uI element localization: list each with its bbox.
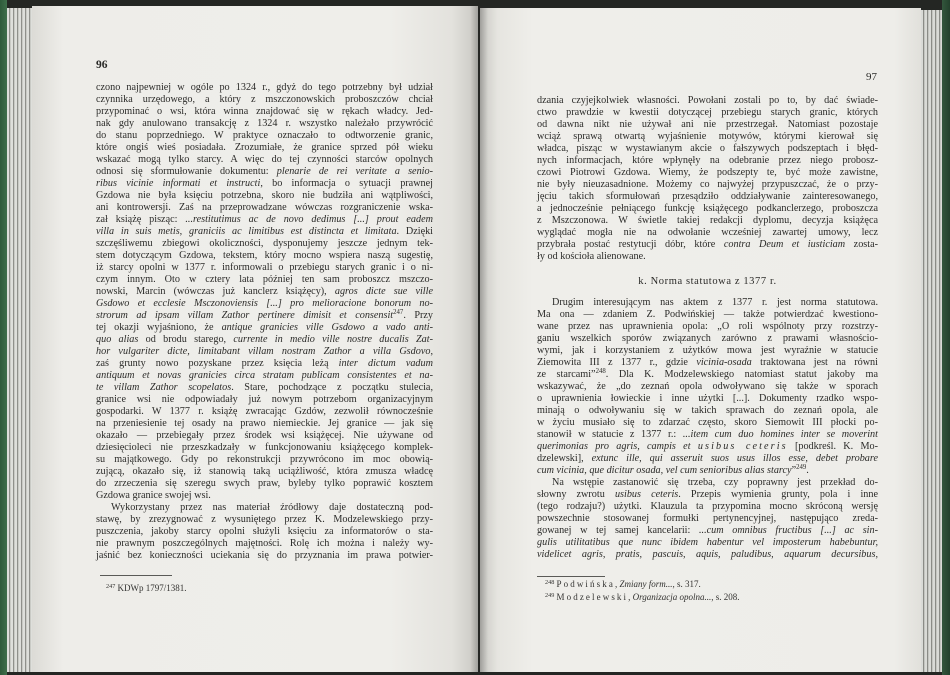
text-run: ,	[430, 346, 433, 357]
line-content	[537, 227, 878, 239]
line-content	[537, 513, 878, 525]
line-content	[96, 298, 433, 310]
line-content	[96, 286, 433, 298]
spaced-text: Modzelewski	[556, 592, 629, 602]
text-line	[96, 526, 433, 538]
line-content	[537, 369, 878, 381]
text-run: stawę, by zrezygnować z wysuniętego przez K. Modzelewskiego przy-	[96, 514, 433, 525]
text-run: tej okazji wyjaśniono, że	[96, 322, 222, 333]
text-run: czono najpewniej w ogóle po 1324 r., gdyż do tego potrzebny był udział	[96, 82, 433, 93]
italic-latin-text: cum vicinia, que dicitur osada, vel cum senioribus alias starcy	[537, 465, 792, 476]
text-run: , bo informacja o sytuacji prawnej	[260, 178, 434, 189]
text-line	[96, 346, 433, 358]
text-line	[537, 417, 878, 429]
text-run: granice wsi nie odpowiadały już nowym potrzebom organizacyjnym	[96, 394, 433, 405]
line-content	[537, 309, 878, 321]
right-page-footnotes	[545, 578, 875, 604]
scan-background-left-edge	[0, 0, 7, 675]
page-number-left: 96	[96, 59, 108, 71]
page-number-right: 97	[866, 71, 877, 83]
right-page-section-text	[537, 297, 878, 561]
line-content	[96, 106, 433, 118]
right-page-body-text	[537, 95, 878, 263]
text-run: nych informacjach, które wpłynęły na odebranie przez niego probosz-	[537, 155, 878, 166]
italic-latin-text: strorum ad ipsam villam Zathor pertinere dimisit et consensit	[96, 310, 394, 321]
line-content	[537, 417, 878, 429]
line-content	[537, 203, 878, 215]
text-run: czynnika urzędowego, a który z mszczonowskich proboszczów chciał	[96, 94, 433, 105]
text-line	[96, 442, 433, 454]
italic-latin-text: vicinia-osada	[696, 357, 752, 368]
line-content	[537, 525, 878, 537]
text-line	[537, 525, 878, 537]
italic-latin-text: antique granicies ville Gsdowo a vado anti-	[221, 322, 433, 333]
text-line	[96, 382, 433, 394]
line-content	[537, 191, 878, 203]
line-content	[111, 502, 433, 514]
line-content	[537, 333, 878, 345]
footnote-ref: 249	[545, 592, 555, 599]
italic-latin-text: te villam Zathor scopelatos	[96, 382, 232, 393]
text-line	[537, 321, 878, 333]
text-run: iż starcy opolni w 1377 r. informowali o przebiegu starych granic i o ni-	[96, 262, 433, 273]
line-content	[537, 179, 878, 191]
text-line	[537, 477, 878, 489]
text-run: ,	[614, 579, 620, 589]
text-line	[545, 591, 875, 604]
text-run: wymi, jak i korzystaniem z użytków mowa jest wyraźnie w statucie	[537, 345, 878, 356]
text-line	[96, 166, 433, 178]
text-line	[96, 418, 433, 430]
text-run: szczęśliwemu zbiegowi okoliczności, dysponujemy jeszcze jednym tek-	[96, 238, 433, 249]
text-line	[96, 538, 433, 550]
text-run: nie prawnym poszczególnych majętności. Rolę ich można i należy wy-	[96, 538, 433, 549]
line-content	[537, 465, 809, 477]
line-content	[106, 582, 187, 594]
text-run: jaśnić bez konieczności uciekania się do przyznania im prawa potwier-	[96, 550, 433, 561]
line-content	[96, 214, 433, 226]
spaced-text: Podwińska	[556, 579, 615, 589]
text-line	[537, 429, 878, 441]
italic-latin-text: ...item cum duo homines inter se moverint	[682, 429, 878, 440]
text-run: wskazać mogą tylko starcy. A więc do tej czynności starców opolnych	[96, 154, 433, 165]
text-run: nowski, Marcin (wówczas już kanclerz książęcy),	[96, 286, 335, 297]
text-run: słowny zwrotu	[537, 489, 615, 500]
text-line	[96, 514, 433, 526]
text-run: powszechnie stosowanej formułki pertynencyjnej, następująco zreda-	[537, 513, 878, 524]
text-run: Na wstępie zastanowić się trzeba, czy poprawny jest przekład do-	[552, 477, 878, 488]
footnote-ref: 248	[595, 368, 606, 375]
text-run: nie były nieuzasadnione. Możemy co najwyżej przypuszczać, że o przy-	[537, 179, 878, 190]
italic-latin-text: Gsdowo et ecclesie Msczonoviensis [...] pro melioracione bonorum no-	[96, 298, 433, 309]
right-page-stack-edges	[921, 10, 942, 672]
text-line	[537, 441, 878, 453]
text-run: . Stare, pochodzące z początku stulecia,	[231, 382, 433, 393]
text-line	[537, 489, 878, 501]
line-content	[96, 94, 433, 106]
line-content	[96, 346, 433, 358]
text-line	[537, 405, 878, 417]
text-run: dziesięcioleci nie przeszkadzały w funkcjonowaniu książęcego komplek-	[96, 442, 433, 453]
line-content	[537, 357, 878, 369]
text-line	[96, 202, 433, 214]
left-page-footnotes	[106, 582, 426, 594]
text-line	[96, 358, 433, 370]
line-content	[96, 130, 433, 142]
left-page-stack-edges	[7, 8, 33, 672]
text-run: ze starcami”	[537, 369, 596, 380]
text-run: Wykorzystany przez nas materiał źródłowy daje dostateczną pod-	[111, 502, 433, 513]
text-run: od dawna nikt nie używał ani nie przestrzegał. Natomiast pozostaje	[537, 119, 878, 130]
text-line	[537, 537, 878, 549]
text-line	[537, 333, 878, 345]
line-content	[96, 526, 433, 538]
text-run: (tego rodzaju?) użytki. Klauzula ta przypomina mocno skróconą wersję	[537, 501, 878, 512]
text-run: zał książę pisząc:	[96, 214, 186, 225]
text-run: czowi Piotrowi Gzdowa. Wiemy, że podszepty te, być może zawistne,	[537, 167, 878, 178]
line-content	[96, 454, 433, 466]
text-line	[537, 369, 878, 381]
text-line	[96, 490, 433, 502]
text-line	[96, 454, 433, 466]
text-run: stanowił w statucie z 1377 r.:	[537, 429, 683, 440]
text-run: Gzdowa nie była księciu potrzebna, skoro nie budziła ani wątpliwości,	[96, 190, 433, 201]
text-run: ganiu wszelkich sporów związanych zarówno z prawami własnościo-	[537, 333, 878, 344]
line-content	[537, 405, 878, 417]
text-line	[106, 582, 426, 594]
text-run: [podkreśl. K. Mo-	[787, 441, 878, 452]
line-content	[96, 178, 433, 190]
text-line	[96, 130, 433, 142]
text-run: Ziemowita III z 1377 r., gdzie	[537, 357, 697, 368]
italic-latin-text: extunc ille, qui asseruit suos usus illos esse, debet probare	[591, 453, 878, 464]
line-content	[537, 321, 878, 333]
text-line	[96, 286, 433, 298]
italic-latin-text: plenarie de rei veritate a senio-	[276, 166, 433, 177]
text-line	[537, 239, 878, 251]
text-line	[96, 178, 433, 190]
text-line	[96, 82, 433, 94]
text-line	[96, 502, 433, 514]
text-line	[537, 549, 878, 561]
text-line	[96, 478, 433, 490]
footnote-separator-right	[537, 576, 605, 577]
text-line	[96, 154, 433, 166]
book-gutter-shadow	[470, 6, 488, 672]
footnote-ref: 247	[106, 583, 116, 590]
text-run: ”	[791, 465, 797, 476]
text-run: Gzdowa granice swojej wsi.	[96, 490, 211, 501]
line-content	[96, 238, 433, 250]
text-run: ani kontrowersji. Zaś na przeprowadzane wówczas rozgraniczenie wska-	[96, 202, 433, 213]
italic-latin-text: Zmiany form...	[619, 579, 673, 589]
line-content	[96, 274, 433, 286]
text-line	[96, 274, 433, 286]
line-content	[96, 334, 433, 346]
footnote-ref: 247	[393, 309, 404, 316]
italic-latin-text: currente in medio ville nostre ducalis Zat-	[233, 334, 433, 345]
line-content	[96, 394, 433, 406]
text-run: su majątkowego. Gdy po rekonstrukcji przywrócono im moc obowią-	[96, 454, 433, 465]
line-content	[96, 430, 433, 442]
text-line	[537, 513, 878, 525]
text-run: dzania czyjejkolwiek własności. Powołani zostali po to, by dać świade-	[537, 95, 878, 106]
text-line	[96, 190, 433, 202]
text-line	[96, 406, 433, 418]
text-line	[537, 143, 878, 155]
text-line	[537, 107, 878, 119]
footnote-ref: 248	[545, 579, 555, 586]
text-line	[96, 430, 433, 442]
footnote-separator-left	[100, 575, 172, 576]
line-content	[96, 190, 433, 202]
text-run: w życiu musiało się to zdarzać często, skoro Siemowit III płocki po-	[537, 417, 878, 428]
italic-latin-text: contra Deum et iusticiam	[723, 239, 846, 250]
line-content	[96, 166, 433, 178]
line-content	[96, 370, 433, 382]
italic-latin-text: usibus ceteris	[614, 489, 679, 500]
text-run: puszczenia, jakoby starcy opolni służyli księciu za informatorów o sta-	[96, 526, 433, 537]
text-run: KDWp 1797/1381.	[115, 583, 187, 593]
line-content	[537, 215, 878, 227]
line-content	[552, 297, 878, 309]
text-run: czym innym. Oto w cztery lata później ten sam proboszcz mszczo-	[96, 274, 433, 285]
text-line	[537, 215, 878, 227]
line-content	[96, 322, 433, 334]
text-run: , s. 208.	[711, 592, 740, 602]
text-run: traktowana jest na równi	[751, 357, 878, 368]
line-content	[537, 537, 878, 549]
text-line	[96, 226, 433, 238]
text-run: . Dla K. Modzelewskiego natomiast statut jakoby ma	[605, 369, 878, 380]
text-run: stem dotyczącym Gzdowa, tekstem, który mocno wspiera naszą sugestię,	[96, 250, 433, 261]
text-line	[96, 334, 433, 346]
line-content	[537, 501, 878, 513]
text-run: okazało — przebiegały przez środek wsi książęcej. Nie używane od	[96, 430, 433, 441]
line-content	[96, 550, 433, 562]
text-line	[537, 227, 878, 239]
text-line	[537, 131, 878, 143]
text-run: które ongiś wieś posiadała. Zrozumiałe, że granice sprzed pół wieku	[96, 142, 433, 153]
footnote-ref: 249	[796, 464, 807, 471]
text-line	[96, 238, 433, 250]
line-content	[96, 142, 433, 154]
text-line	[96, 262, 433, 274]
text-line	[537, 345, 878, 357]
text-run: na przeniesienie tej osady na prawo niemieckie. Jej granice — jak się	[96, 418, 433, 429]
line-content	[545, 578, 701, 591]
line-content	[96, 478, 433, 490]
text-run: ,	[628, 592, 633, 602]
text-run: przypominać o wsi, która winna znajdować się w rękach władcy. Jed-	[96, 106, 433, 117]
line-content	[96, 382, 433, 394]
line-content	[537, 131, 878, 143]
text-run: zaś grunty nowo pozyskane przez księcia leżą	[96, 358, 339, 369]
text-run: minają o odwoływaniu się w takich sprawach do zeznań opola, ale	[537, 405, 878, 416]
italic-latin-text: hor vulgariter dicte, limitabant villam nostram Zathor a villa Gsdovo	[96, 346, 431, 357]
text-line	[545, 578, 875, 591]
text-run: gospodarki. W 1377 r. książę zwracając Gzdów, zezwolił równocześnie	[96, 406, 433, 417]
text-run: zosta-	[845, 239, 878, 250]
text-run: wciąż sprawą otwartą wyjaśnienie motywów, którymi kierował się	[537, 131, 878, 142]
text-line	[537, 357, 878, 369]
section-heading: k. Norma statutowa z 1377 r.	[638, 276, 777, 287]
text-line	[537, 95, 878, 107]
text-run: do zrzeczenia się szeregu swych praw, byleby tylko poprawić kosztem	[96, 478, 433, 489]
text-run: wane przez nas uprawnienia opola: „O roli wspólnoty przy rozstrzy-	[537, 321, 878, 332]
line-content	[537, 143, 878, 155]
line-content	[537, 119, 878, 131]
line-content	[96, 202, 433, 214]
text-run: . Dzięki	[396, 226, 434, 237]
line-content	[96, 466, 433, 478]
italic-latin-text: querimonias pro agris, campis et	[537, 441, 698, 452]
text-run: dzelewski],	[537, 453, 592, 464]
italic-latin-text: gulis utilitatibus que nunc ibidem habentur vel imposterum habebuntur,	[537, 537, 878, 548]
text-line	[537, 453, 878, 465]
text-line	[537, 465, 878, 477]
line-content	[537, 107, 878, 119]
text-run: . Przepis wymienia grunty, pola i inne	[678, 489, 878, 500]
text-line	[537, 119, 878, 131]
text-line	[537, 381, 878, 393]
text-line	[96, 250, 433, 262]
line-content	[96, 538, 433, 550]
line-content	[537, 345, 878, 357]
text-line	[96, 310, 433, 322]
italic-latin-text: villa in suis metis, graniciis ac limitibus est distincta et limitata	[96, 226, 397, 237]
text-line	[96, 550, 433, 562]
text-run: zującą, okazało się, iż stanowią taką uciążliwość, która zmusza władcę	[96, 466, 433, 477]
line-content	[537, 167, 878, 179]
line-content	[537, 441, 878, 453]
text-run: do stanu poprzedniego. W praktyce oznaczało to odtworzenie granic,	[96, 130, 433, 141]
line-content	[537, 95, 878, 107]
text-line	[537, 251, 878, 263]
text-run: Drugim interesującym nas aktem z 1377 r. jest norma statutowa.	[552, 297, 878, 308]
italic-latin-text: videlicet agris, pratis, pascuis, aquis, paludibus, aquarum decursibus,	[537, 549, 878, 560]
text-line	[537, 179, 878, 191]
text-run: odnosi się sformułowanie dokumentu:	[96, 166, 277, 177]
line-content	[96, 358, 433, 370]
left-page-body-text	[96, 82, 433, 562]
text-line	[537, 191, 878, 203]
italic-latin-text: agros dicte sue ville	[334, 286, 433, 297]
text-line	[96, 214, 433, 226]
line-content	[96, 154, 433, 166]
line-content	[537, 393, 878, 405]
text-line	[96, 142, 433, 154]
text-run: Ma ona — zdaniem Z. Podwińskiej — także potwierdzać kwestiono-	[537, 309, 878, 320]
line-content	[537, 381, 878, 393]
line-content	[545, 591, 740, 604]
italic-latin-text: ...restitutimus ac de novo dedimus [...] prout eadem	[185, 214, 433, 225]
italic-latin-text: quo alias	[96, 334, 139, 345]
line-content	[537, 155, 878, 167]
italic-latin-text: Organizacja opolna...	[632, 592, 712, 602]
text-line	[96, 370, 433, 382]
italic-latin-text: inter dictum vadum	[338, 358, 433, 369]
line-content	[96, 250, 433, 262]
line-content	[537, 429, 878, 441]
line-content	[537, 453, 878, 465]
line-content	[552, 477, 878, 489]
text-line	[537, 203, 878, 215]
text-run: . Przy	[403, 310, 433, 321]
text-run: wyglądać mogła nie na odwołanie wcześniej zawartej umowy, lecz	[537, 227, 878, 238]
text-line	[537, 501, 878, 513]
line-content	[96, 418, 433, 430]
line-content	[96, 262, 433, 274]
text-line	[537, 167, 878, 179]
text-line	[96, 466, 433, 478]
line-content	[96, 490, 211, 502]
text-run: o uprawnienia łowieckie i inne użytki [...]. Dokumenty rzadko wspo-	[537, 393, 878, 404]
text-run: gowanej w tej samej kancelarii:	[537, 525, 699, 536]
text-line	[96, 298, 433, 310]
text-line	[96, 322, 433, 334]
text-line	[537, 393, 878, 405]
line-content	[537, 489, 878, 501]
text-run: jęciu takich sformułowań przesądziło oddziaływanie zainteresowanego,	[537, 191, 878, 202]
line-content	[96, 514, 433, 526]
line-content	[96, 442, 433, 454]
line-content	[96, 82, 433, 94]
text-line	[537, 155, 878, 167]
text-run: władca, pisząc w wystawianym akcie o fałszywych podszeptach i błęd-	[537, 143, 878, 154]
text-run: ctwo prawdzie w kwestii dotyczącej przebiegu starych granic, których	[537, 107, 878, 118]
text-line	[96, 118, 433, 130]
scan-background-right-edge	[942, 0, 950, 675]
italic-latin-text: ribus vicinie informati et instructi	[96, 178, 261, 189]
text-run: przybrała postać restytucji dóbr, które	[537, 239, 724, 250]
text-run: z Mszczonowa. W świetle takiej redakcji dyplomu, decyzja książęca	[537, 215, 878, 226]
text-run: .	[806, 465, 809, 476]
text-run: , s. 317.	[672, 579, 701, 589]
text-line	[96, 394, 433, 406]
text-line	[96, 106, 433, 118]
italic-latin-text: ...cum omnibus fructibus [...] ac sin-	[698, 525, 878, 536]
line-content	[537, 251, 646, 263]
line-content	[537, 549, 878, 561]
line-content	[96, 226, 433, 238]
text-run: od brodu starego,	[138, 334, 234, 345]
italic-latin-text: antiquum et novas granicies circa stratam publicam consistentes et na-	[96, 370, 433, 381]
text-line	[537, 309, 878, 321]
text-line	[537, 297, 878, 309]
line-content	[96, 310, 433, 322]
text-line	[96, 94, 433, 106]
text-run: wskazywać, że „do zeznań opola odwoływano się także w sporach	[537, 381, 878, 392]
text-run: ły od kościoła alienowane.	[537, 251, 646, 262]
text-run: nak gdy anulowano transakcję z 1324 r. wszystko należało przywrócić	[96, 118, 433, 129]
text-run: a jednocześnie pełniącego funkcję książęcego podkanclerzego, proboszcza	[537, 203, 878, 214]
line-content	[96, 118, 433, 130]
spaced-text: usibus ceteris	[697, 441, 788, 452]
line-content	[537, 239, 878, 251]
line-content	[96, 406, 433, 418]
